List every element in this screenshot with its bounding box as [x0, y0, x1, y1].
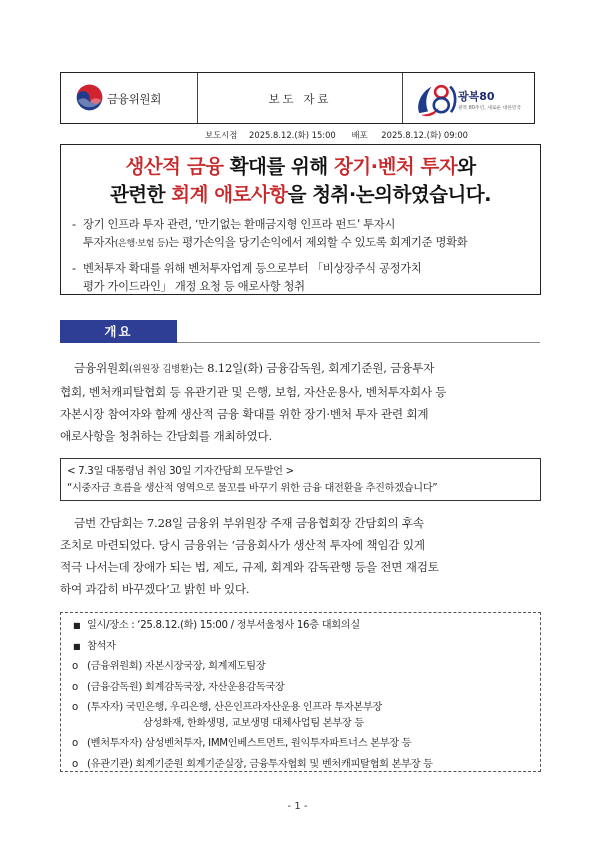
doc-type: 보도 자료	[268, 92, 332, 106]
circle-bullet-icon: o	[72, 702, 78, 713]
summary-text: 는 평가손익을 당기손익에서 제외할 수 있도록 회계기준 명확화	[168, 236, 468, 249]
paragraph-text: 는 8.12일(화) 금융감독원, 회계기준원, 금융투자	[192, 361, 435, 375]
attendee-text: (벤처투자자) 삼성벤처투자, IMM인베스트먼트, 원익투자파트너스 본부장 등	[87, 738, 412, 749]
info-text: 일시/장소 : ‘25.8.12.(화) 15:00 / 정부서울청사 16층 대회의실	[87, 620, 360, 631]
paragraph-line: 적극 나서는데 장애가 되는 법, 제도, 규제, 회계와 감독관행 등을 전면 재검토	[60, 560, 439, 574]
anniversary-cell	[403, 73, 534, 123]
attendee-item	[69, 757, 532, 773]
info-attendees-label	[69, 639, 532, 655]
circle-bullet-icon: o	[72, 758, 78, 770]
release-info	[205, 129, 541, 141]
summary-list	[69, 216, 532, 296]
attendee-item	[69, 700, 532, 731]
background-paragraph	[60, 512, 541, 600]
circle-bullet-icon: o	[72, 661, 78, 672]
ministry-name: 금융위원회	[107, 92, 162, 106]
paragraph-text: 금번 간담회는 7.28일 금융위 부위원장 주재 금융협회장 간담회의 후속	[73, 516, 424, 530]
header-box	[60, 72, 535, 124]
summary-line	[83, 234, 532, 253]
summary-note: (은행·보험 등)	[114, 239, 169, 249]
summary-line: - 벤처투자 확대를 위해 벤처투자업계 등으로부터 「비상장주식 공정가치	[83, 262, 422, 275]
attendee-item	[69, 659, 532, 675]
headline-text: 을 청취·논의하였습니다.	[287, 183, 492, 206]
paragraph-line: 자본시장 참여자와 함께 생산적 금융 확대를 위한 장기·벤처 투자 관련 회계	[60, 407, 429, 421]
summary-text: 투자자	[83, 236, 115, 249]
attendee-item	[69, 680, 532, 696]
release-label: 보도시점	[205, 130, 238, 140]
attendee-text: (금융감독원) 회계감독국장, 자산운용감독국장	[87, 681, 285, 693]
taegeuk-emblem-icon	[76, 84, 103, 111]
headline-box	[60, 144, 541, 295]
info-datetime	[69, 618, 532, 634]
page-number: - 1 -	[287, 801, 308, 812]
info-text: 참석자	[87, 640, 116, 652]
anniversary-title: 광복80	[458, 90, 495, 103]
attendee-item	[69, 736, 532, 752]
paragraph-line: 애로사항을 청취하는 간담회를 개최하였다.	[60, 429, 272, 443]
square-bullet-icon: ■	[73, 641, 81, 651]
summary-item	[69, 260, 532, 296]
attendee-text: (유관기관) 회계기준원 회계기준실장, 금융투자협회 및 벤처캐피탈협회 본부장 등	[87, 758, 433, 770]
paragraph-line: 조치로 마련되었다. 당시 금융위는 ‘금융회사가 생산적 투자에 책임감 있게	[60, 538, 425, 552]
anniversary-subtitle: 광복 80주년, 새로운 대한민국	[458, 106, 522, 111]
paragraph-note: (위원장 김병환)	[128, 364, 193, 375]
headline-highlight: 생산적 금융	[125, 155, 224, 178]
headline-highlight: 회계 애로사항	[171, 183, 288, 206]
paragraph-line: 협회, 벤처캐피탈협회 등 유관기관 및 은행, 보험, 자산운용사, 벤처투자회사 등	[60, 385, 447, 399]
distribute-time: 2025.8.12.(화) 09:00	[381, 130, 469, 140]
headline-line-2	[61, 181, 540, 209]
paragraph-line	[60, 357, 541, 381]
headline-highlight: 장기·벤처 투자	[333, 155, 458, 178]
attendee-text: 삼성화재, 한화생명, 교보생명 대체사업팀 본부장 등	[143, 717, 364, 729]
meeting-info-box	[60, 612, 541, 772]
attendee-text: (투자자) 국민은행, 우리은행, 산은인프라자산운용 인프라 투자본부장	[87, 702, 383, 713]
headline-text: 관련한	[109, 183, 172, 206]
ministry-cell	[61, 73, 198, 123]
summary-line: - 장기 인프라 투자 관련, ‘만기없는 환매금지형 인프라 펀드’ 투자시	[83, 218, 396, 231]
summary-line: 평가 가이드라인」 개정 요청 등 애로사항 청취	[83, 280, 305, 293]
headline-text: 확대를 위해	[223, 155, 334, 178]
paragraph-line: 하여 과감히 바꾸겠다’고 밝힌 바 있다.	[60, 582, 250, 596]
section-divider	[177, 342, 540, 343]
circle-bullet-icon: o	[72, 738, 78, 749]
section-title-overview: 개요	[60, 320, 177, 343]
circle-bullet-icon: o	[72, 681, 78, 693]
distribute-label: 배포	[351, 130, 368, 140]
summary-item	[69, 216, 532, 253]
overview-paragraph	[60, 357, 541, 447]
headline	[61, 153, 540, 209]
quote-text: “시중자금 흐름을 생산적 영역으로 물꼬를 바꾸기 위한 금융 대전환을 추진하겠습니다”	[67, 483, 438, 494]
headline-text: 와	[457, 155, 476, 178]
paragraph-text: 금융위원회	[73, 361, 129, 375]
doc-type-cell	[198, 73, 403, 123]
liberation-80-logo-icon	[414, 79, 458, 119]
headline-line-1	[61, 153, 540, 181]
paragraph-line	[60, 512, 541, 534]
release-time: 2025.8.12.(화) 15:00	[249, 130, 336, 140]
quote-title: < 7.3일 대통령님 취임 30일 기자간담회 모두발언 >	[67, 466, 294, 477]
quote-box	[60, 458, 541, 501]
square-bullet-icon: ■	[73, 621, 81, 630]
attendee-text: (금융위원회) 자본시장국장, 회계제도팀장	[87, 661, 266, 672]
